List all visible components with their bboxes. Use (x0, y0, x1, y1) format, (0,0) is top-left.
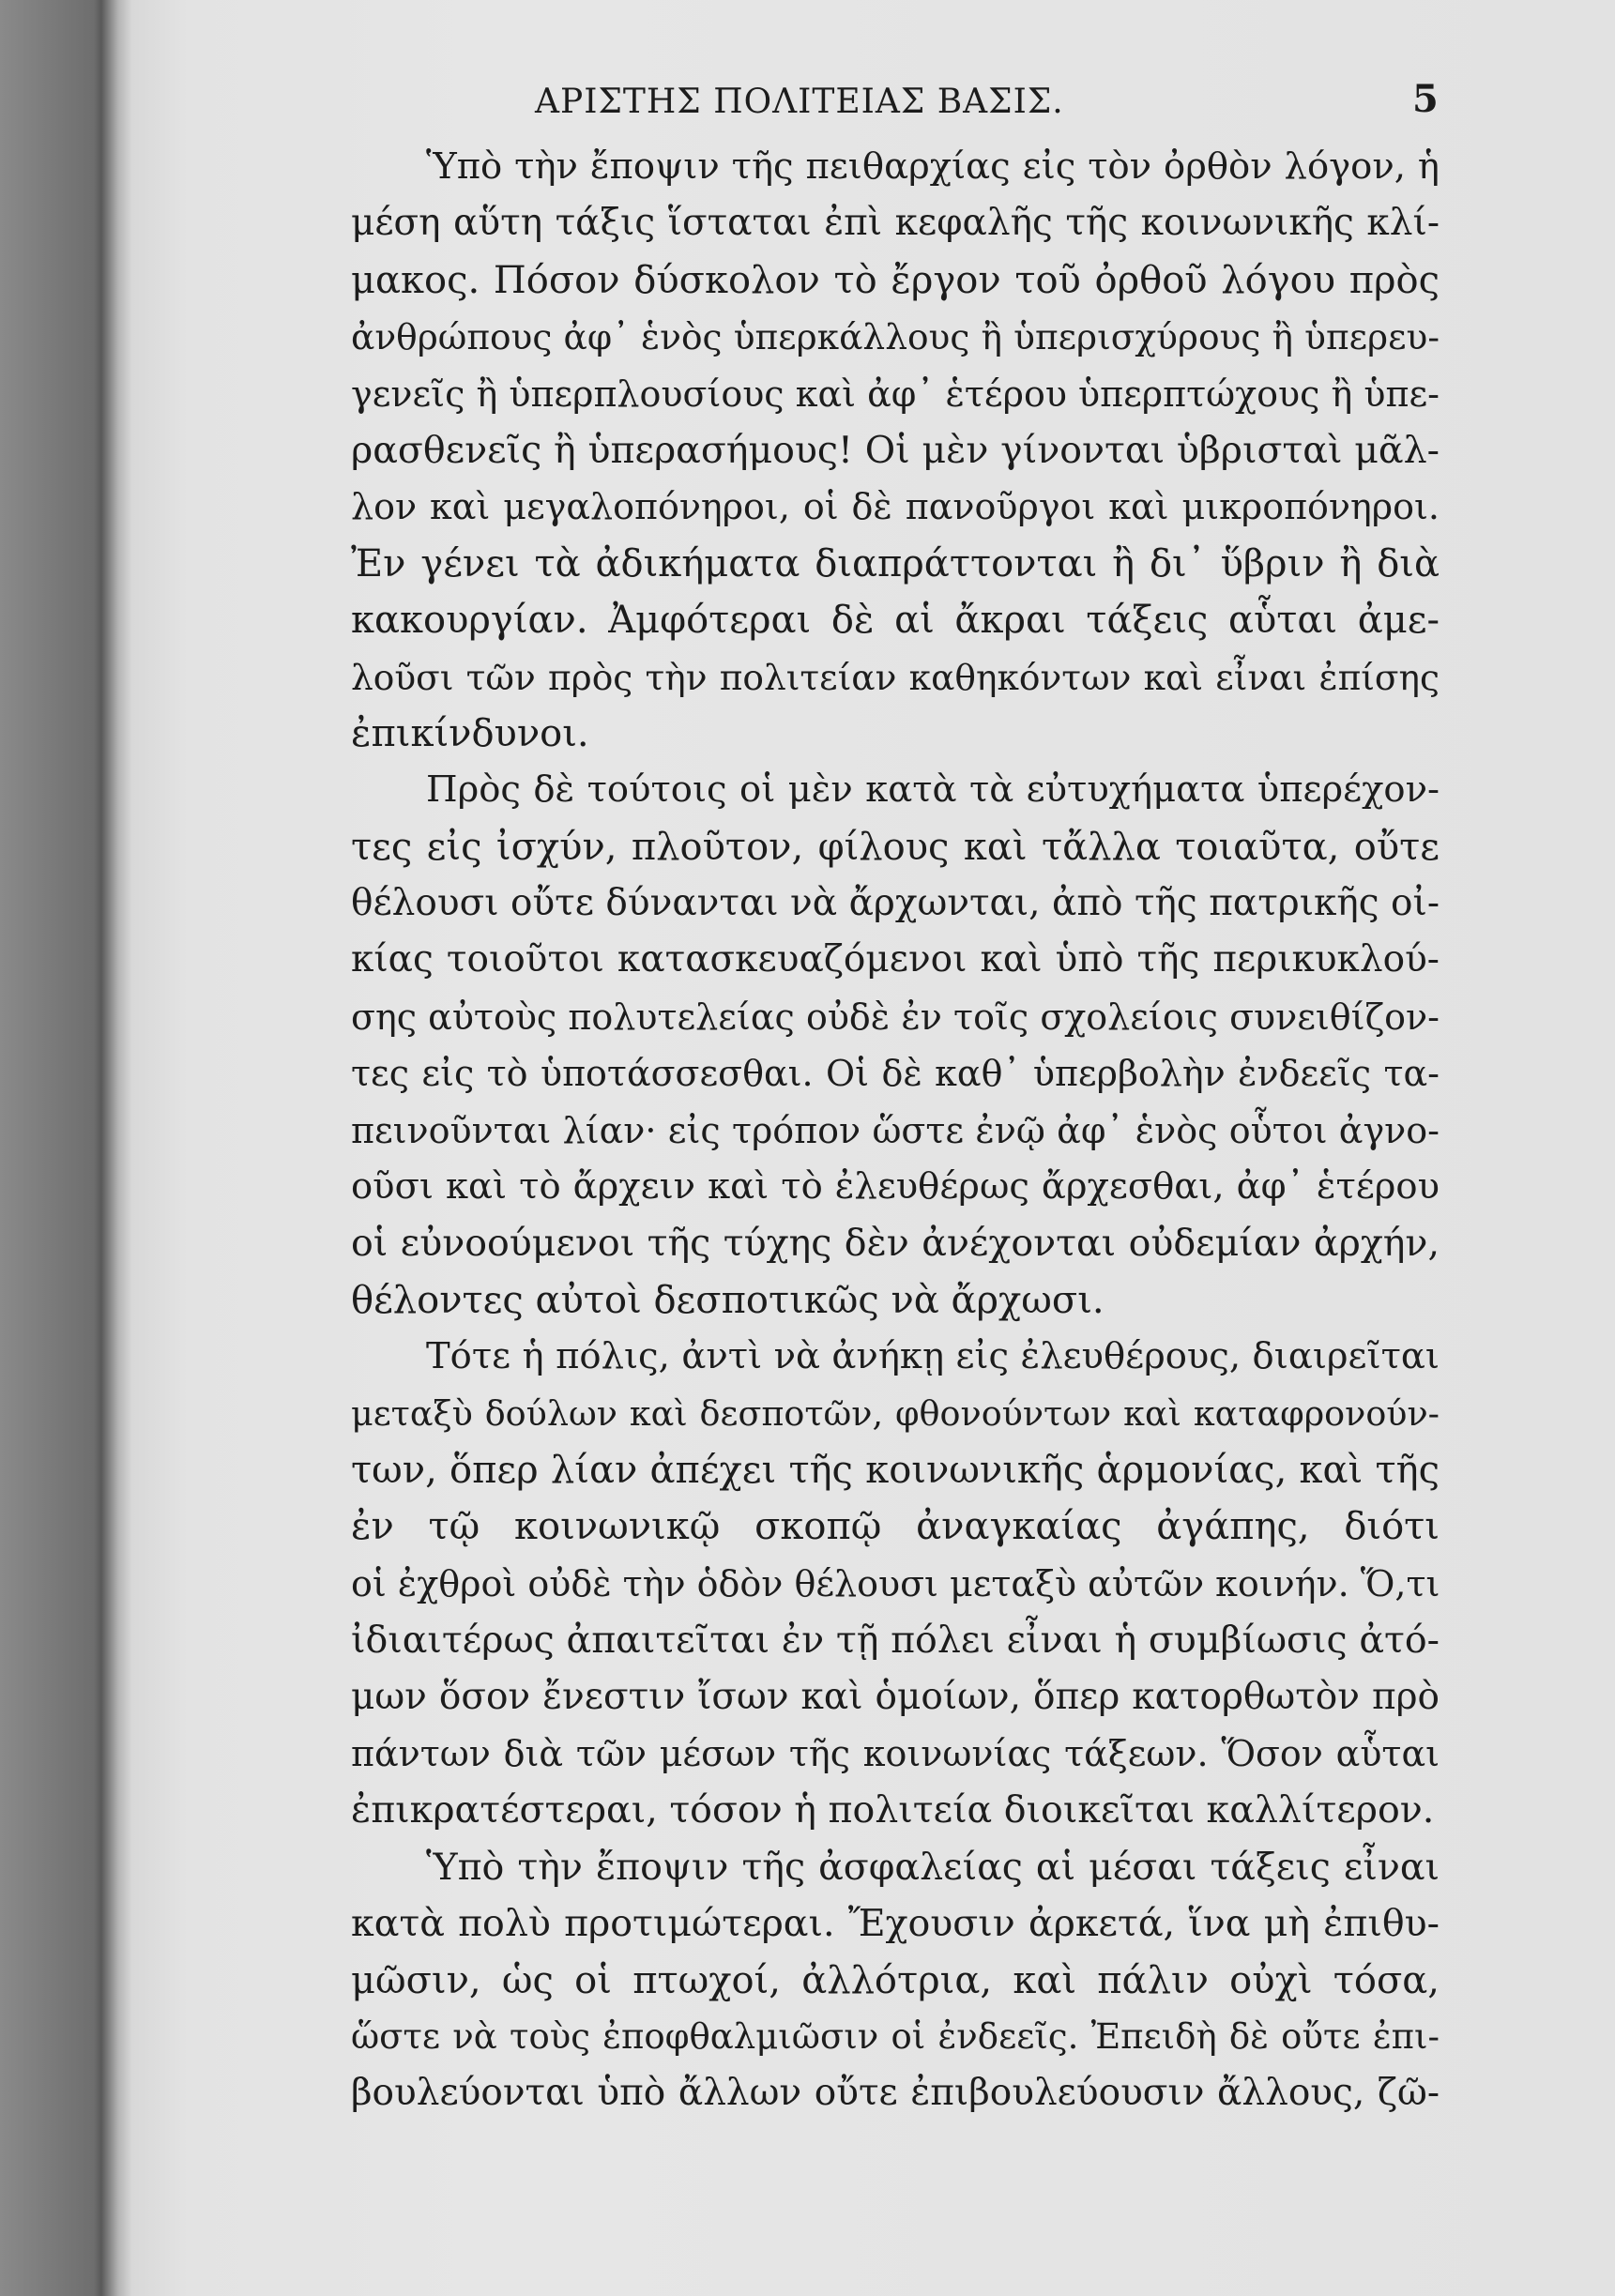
text-line: των, ὅπερ λίαν ἀπέχει τῆς κοινωνικῆς ἁρμονίας, καὶ τῆς (351, 1448, 1440, 1492)
text-line: Ὑπὸ τὴν ἔποψιν τῆς ἀσφαλείας αἱ μέσαι τάξεις εἶναι (426, 1845, 1440, 1889)
text-line: ἐπικρατέστεραι, τόσον ἡ πολιτεία διοικεῖται καλλίτερον. (351, 1788, 1435, 1832)
text-line: ἰδιαιτέρως ἀπαιτεῖται ἐν τῇ πόλει εἶναι ἡ συμβίωσις ἀτό- (351, 1619, 1440, 1663)
text-line: Τότε ἡ πόλις, ἀντὶ νὰ ἀνήκῃ εἰς ἐλευθέρους, διαιρεῖται (426, 1335, 1440, 1378)
text-line: μέση αὕτη τάξις ἵσταται ἐπὶ κεφαλῆς τῆς κοινωνικῆς κλί- (351, 202, 1440, 245)
text-line: Ὑπὸ τὴν ἔποψιν τῆς πειθαρχίας εἰς τὸν ὀρθὸν λόγον, ἡ (426, 145, 1440, 188)
text-line: λοῦσι τῶν πρὸς τὴν πολιτείαν καθηκόντων καὶ εἶναι ἐπίσης (351, 656, 1440, 698)
text-line: κατὰ πολὺ προτιμώτεραι. Ἔχουσιν ἀρκετά, ἵνα μὴ ἐπιθυ- (351, 1902, 1440, 1946)
text-line: ὥστε νὰ τοὺς ἐποφθαλμιῶσιν οἱ ἐνδεεῖς. Ἐπειδὴ δὲ οὔτε ἐπι- (351, 2015, 1440, 2057)
book-gutter (0, 0, 131, 2296)
book-page (131, 0, 1615, 2296)
text-line: τες εἰς τὸ ὑποτάσσεσθαι. Οἱ δὲ καθ᾽ ὑπερβολὴν ἐνδεεῖς τα- (351, 1053, 1440, 1095)
text-line: ρασθενεῖς ἢ ὑπερασήμους! Οἱ μὲν γίνονται ὑβρισταὶ μᾶλ- (351, 428, 1440, 472)
text-line: λον καὶ μεγαλοπόνηροι, οἱ δὲ πανοῦργοι καὶ μικροπόνηροι. (351, 486, 1440, 528)
text-line: γενεῖς ἢ ὑπερπλουσίους καὶ ἀφ᾽ ἑτέρου ὑπερπτώχους ἢ ὑπε- (351, 373, 1440, 415)
text-line: μεταξὺ δούλων καὶ δεσποτῶν, φθονούντων καὶ καταφρονούν- (351, 1392, 1440, 1434)
text-line: σης αὐτοὺς πολυτελείας οὐδὲ ἐν τοῖς σχολείοις συνειθίζον- (351, 996, 1440, 1038)
page-number: 5 (1412, 77, 1439, 121)
text-line: ἀνθρώπους ἀφ᾽ ἑνὸς ὑπερκάλλους ἢ ὑπερισχύρους ἢ ὑπερευ- (351, 316, 1440, 358)
text-line: βουλεύονται ὑπὸ ἄλλων οὔτε ἐπιβουλεύουσιν ἄλλους, ζῶ- (351, 2072, 1440, 2115)
text-line: πεινοῦνται λίαν· εἰς τρόπον ὥστε ἐνῷ ἀφ᾽ ἑνὸς οὗτοι ἀγνο- (351, 1109, 1440, 1151)
text-line: ἐπικίνδυνοι. (351, 711, 589, 755)
text-line: Ἐν γένει τὰ ἀδικήματα διαπράττονται ἢ δι᾽ ὕβριν ἢ διὰ (351, 541, 1440, 585)
text-line: οῦσι καὶ τὸ ἄρχειν καὶ τὸ ἐλευθέρως ἄρχεσθαι, ἀφ᾽ ἑτέρου (351, 1165, 1440, 1209)
text-line: μῶσιν, ὡς οἱ πτωχοί, ἀλλότρια, καὶ πάλιν οὐχὶ τόσα, (351, 1958, 1440, 2002)
text-line: μακος. Πόσον δύσκολον τὸ ἔργον τοῦ ὀρθοῦ λόγου πρὸς (351, 258, 1440, 302)
body-text (351, 139, 1440, 2122)
running-title: ΑΡΙΣΤΗΣ ΠΟΛΙΤΕΙΑΣ ΒΑΣΙΣ. (535, 83, 1064, 121)
text-line: τες εἰς ἰσχύν, πλοῦτον, φίλους καὶ τἄλλα τοιαῦτα, οὔτε (351, 825, 1440, 869)
text-line: οἱ εὐνοούμενοι τῆς τύχης δὲν ἀνέχονται οὐδεμίαν ἀρχήν, (351, 1222, 1440, 1266)
text-line: κίας τοιοῦτοι κατασκευαζόμενοι καὶ ὑπὸ τῆς περικυκλού- (351, 938, 1440, 981)
text-line: ἐν τῷ κοινωνικῷ σκοπῷ ἀναγκαίας ἀγάπης, διότι (351, 1505, 1440, 1549)
text-line: μων ὅσον ἔνεστιν ἴσων καὶ ὁμοίων, ὅπερ κατορθωτὸν πρὸ (351, 1675, 1440, 1718)
text-line: οἱ ἐχθροὶ οὐδὲ τὴν ὁδὸν θέλουσι μεταξὺ αὐτῶν κοινήν. Ὅ,τι (351, 1562, 1440, 1604)
text-line: θέλουσι οὔτε δύνανται νὰ ἄρχωνται, ἀπὸ τῆς πατρικῆς οἰ- (351, 882, 1440, 925)
text-line: θέλοντες αὐτοὶ δεσποτικῶς νὰ ἄρχωσι. (351, 1278, 1105, 1322)
text-line: Πρὸς δὲ τούτοις οἱ μὲν κατὰ τὰ εὐτυχήματα ὑπερέχον- (426, 768, 1440, 812)
text-line: κακουργίαν. Ἀμφότεραι δὲ αἱ ἄκραι τάξεις αὗται ἀμε- (351, 599, 1440, 643)
page-header (535, 77, 1473, 129)
text-line: πάντων διὰ τῶν μέσων τῆς κοινωνίας τάξεων. Ὅσον αὗται (351, 1732, 1440, 1774)
